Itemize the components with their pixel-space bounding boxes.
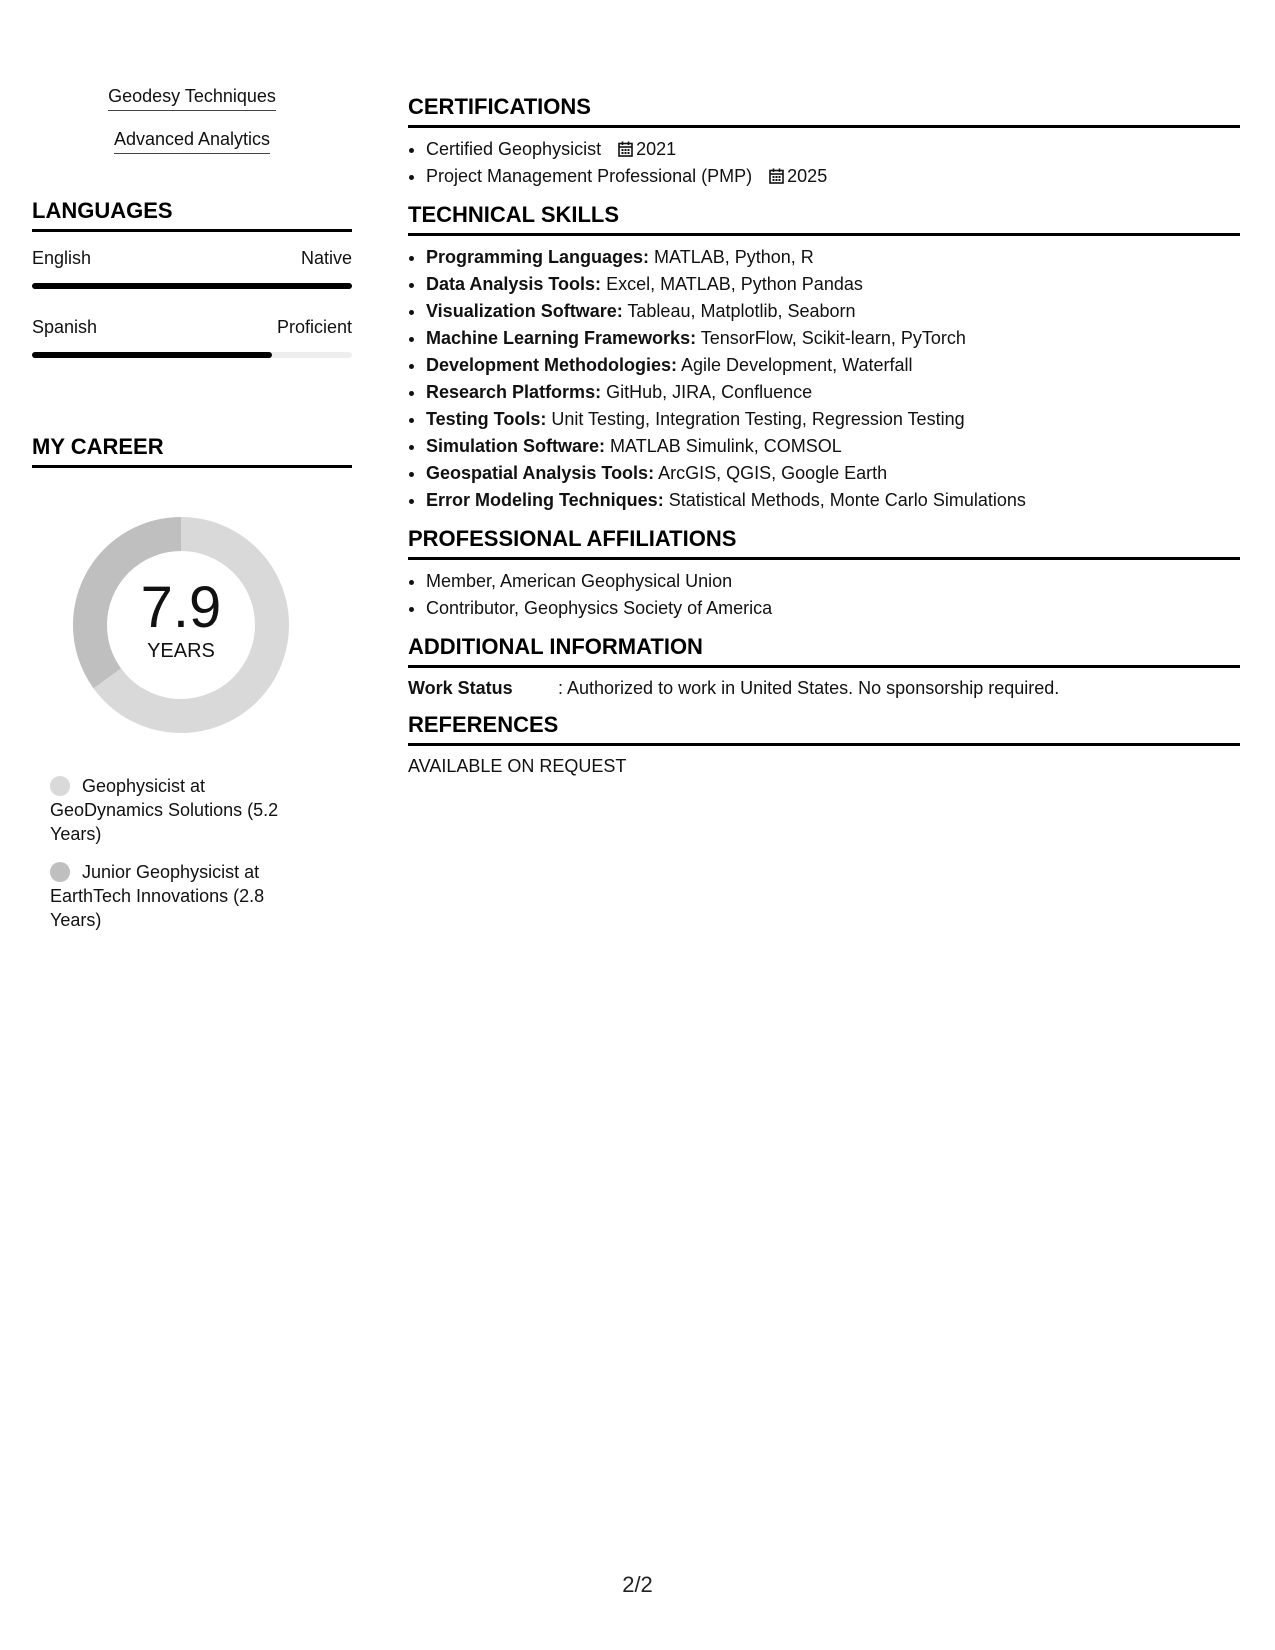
technical-skill-item bbox=[426, 433, 1240, 460]
references-title: REFERENCES bbox=[408, 712, 1240, 746]
certification-item bbox=[426, 163, 1240, 190]
calendar-icon bbox=[769, 168, 784, 184]
skill-values: Agile Development, Waterfall bbox=[681, 355, 913, 375]
language-item bbox=[32, 248, 352, 289]
career-years-unit: YEARS bbox=[147, 640, 215, 662]
main-content bbox=[408, 94, 1240, 789]
skill-values: MATLAB Simulink, COMSOL bbox=[610, 436, 842, 456]
career-legend-label: Junior Geophysicist at EarthTech Innovations (2.8 Years) bbox=[50, 862, 265, 930]
career-donut-center bbox=[66, 510, 296, 740]
languages-title: LANGUAGES bbox=[32, 198, 352, 232]
certification-name: Certified Geophysicist bbox=[426, 139, 602, 159]
certifications-section bbox=[408, 94, 1240, 190]
technical-skills-section bbox=[408, 202, 1240, 514]
language-name: English bbox=[32, 248, 92, 268]
skill-links bbox=[32, 86, 352, 172]
skill-category: Simulation Software: bbox=[426, 436, 606, 456]
technical-skill-item bbox=[426, 325, 1240, 352]
technical-skill-item bbox=[426, 298, 1240, 325]
career-title: MY CAREER bbox=[32, 434, 352, 468]
skill-category: Programming Languages: bbox=[426, 247, 650, 267]
skill-category: Visualization Software: bbox=[426, 301, 623, 321]
technical-skill-item bbox=[426, 487, 1240, 514]
references-section bbox=[408, 712, 1240, 777]
technical-skill-item bbox=[426, 406, 1240, 433]
skill-category: Testing Tools: bbox=[426, 409, 547, 429]
skill-link[interactable]: Geodesy Techniques bbox=[108, 86, 276, 111]
affiliations-title: PROFESSIONAL AFFILIATIONS bbox=[408, 526, 1240, 560]
certifications-title: CERTIFICATIONS bbox=[408, 94, 1240, 128]
affiliation-item: • Member, American Geophysical Union bbox=[426, 568, 1240, 595]
affiliation-item: • Contributor, Geophysics Society of America bbox=[426, 595, 1240, 622]
career-total-years: 7.9 bbox=[140, 575, 222, 640]
skill-values: TensorFlow, Scikit-learn, PyTorch bbox=[700, 328, 966, 348]
affiliations-section bbox=[408, 526, 1240, 622]
technical-skill-item bbox=[426, 379, 1240, 406]
language-bar bbox=[32, 352, 352, 358]
work-status-row bbox=[408, 676, 1240, 700]
skill-values: MATLAB, Python, R bbox=[654, 247, 814, 267]
work-status-value: : Authorized to work in United States. No sponsorship required. bbox=[558, 678, 1060, 698]
certification-name: Project Management Professional (PMP) bbox=[426, 166, 753, 186]
page-number: 2/2 bbox=[622, 1572, 653, 1597]
languages-section bbox=[32, 198, 352, 358]
skill-category: Research Platforms: bbox=[426, 382, 602, 402]
language-bar-fill bbox=[32, 283, 352, 289]
career-legend-item bbox=[50, 860, 300, 932]
legend-dot-icon bbox=[50, 862, 70, 882]
calendar-icon bbox=[618, 141, 633, 157]
career-legend bbox=[50, 774, 300, 932]
additional-info-section bbox=[408, 634, 1240, 700]
skill-values: Statistical Methods, Monte Carlo Simulations bbox=[668, 490, 1026, 510]
skill-values: Tableau, Matplotlib, Seaborn bbox=[627, 301, 856, 321]
career-section bbox=[32, 434, 352, 932]
skill-values: ArcGIS, QGIS, Google Earth bbox=[658, 463, 888, 483]
language-bar-fill bbox=[32, 352, 272, 358]
certification-year: 2025 bbox=[787, 166, 828, 186]
legend-dot-icon bbox=[50, 776, 70, 796]
language-bar bbox=[32, 283, 352, 289]
skill-category: Development Methodologies: bbox=[426, 355, 678, 375]
work-status-label: Work Status bbox=[408, 678, 513, 698]
technical-skill-item bbox=[426, 271, 1240, 298]
career-legend-label: Geophysicist at GeoDynamics Solutions (5.2 Years) bbox=[50, 776, 279, 844]
language-name: Spanish bbox=[32, 317, 98, 337]
skill-category: Machine Learning Frameworks: bbox=[426, 328, 697, 348]
certification-item bbox=[426, 136, 1240, 163]
skill-category: Geospatial Analysis Tools: bbox=[426, 463, 655, 483]
language-item bbox=[32, 317, 352, 358]
technical-skill-item bbox=[426, 244, 1240, 271]
language-level: Proficient bbox=[276, 317, 352, 337]
technical-skills-title: TECHNICAL SKILLS bbox=[408, 202, 1240, 236]
career-legend-item bbox=[50, 774, 300, 846]
skill-values: Unit Testing, Integration Testing, Regression Testing bbox=[551, 409, 965, 429]
skill-category: Error Modeling Techniques: bbox=[426, 490, 664, 510]
references-text: AVAILABLE ON REQUEST bbox=[408, 756, 627, 776]
skill-values: Excel, MATLAB, Python Pandas bbox=[606, 274, 863, 294]
additional-info-title: ADDITIONAL INFORMATION bbox=[408, 634, 1240, 668]
sidebar bbox=[32, 86, 352, 946]
skill-values: GitHub, JIRA, Confluence bbox=[606, 382, 813, 402]
skill-category: Data Analysis Tools: bbox=[426, 274, 602, 294]
technical-skill-item bbox=[426, 460, 1240, 487]
skill-link[interactable]: Advanced Analytics bbox=[114, 129, 270, 154]
certification-year: 2021 bbox=[636, 139, 677, 159]
career-donut-chart bbox=[66, 510, 296, 740]
language-level: Native bbox=[300, 248, 352, 268]
technical-skill-item bbox=[426, 352, 1240, 379]
